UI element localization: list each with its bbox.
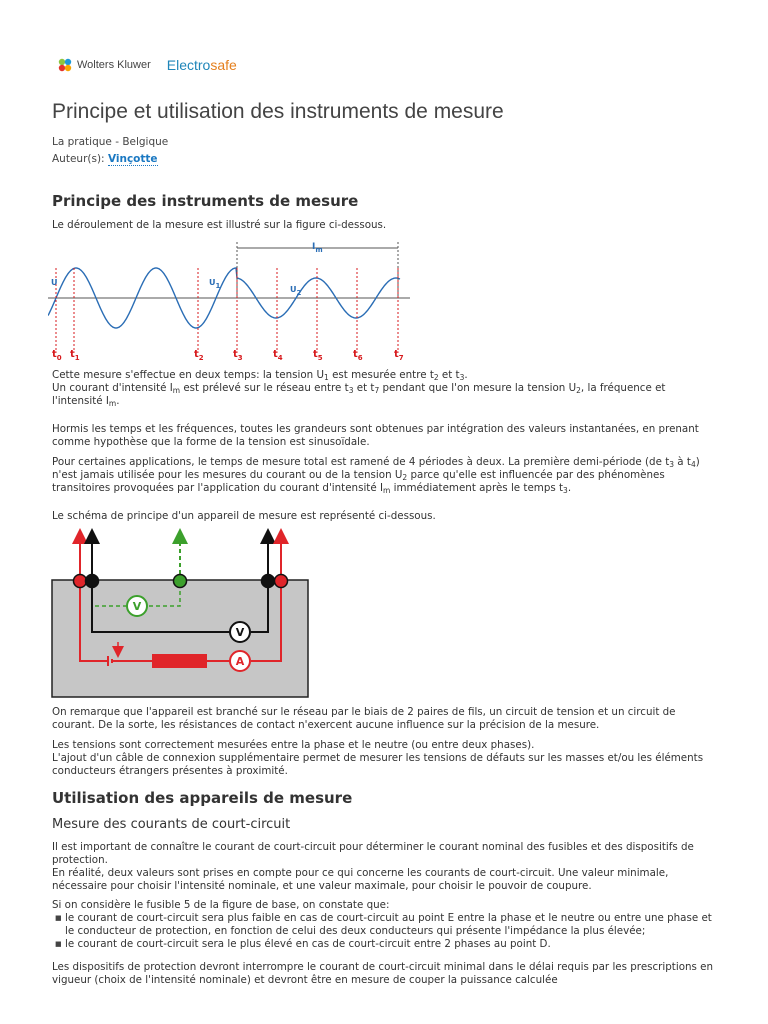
product-name-a: Electro [166,57,211,73]
paragraph-temps-mesure [52,456,717,495]
category-label: La pratique - Belgique [52,136,169,148]
subsection-heading-court-circuit: Mesure des courants de court-circuit [52,817,291,832]
text-seg: et t [438,369,460,381]
tick-label-0: $t_0$ [52,349,62,362]
product-name-b: safe [210,57,237,73]
subscript: 3 [348,386,354,395]
terminal-red-right [275,575,288,588]
subscript: 4 [690,460,696,469]
u-label: U [51,278,58,287]
wolters-kluwer-logo-icon [57,57,73,73]
subscript: m [108,399,117,408]
terminal-black-right [262,575,275,588]
paragraph-schema-intro: Le schéma de principe d'un appareil de mesure est représenté ci-dessous. [52,510,436,522]
text-seg: Les tensions sont correctement mesurées entre la phase et le neutre (ou entre deux phases). [52,739,535,751]
paragraph-branchement: On remarque que l'appareil est branché sur le réseau par le biais de 2 paires de fils, un circuit de tension et un circuit de courant. De la sorte, les résistances de contact n'exercent aucune influence sur la précision de la mesure. [52,706,676,731]
subscript: 3 [669,460,675,469]
intro-text: Le déroulement de la mesure est illustré sur la figure ci-dessous. [52,219,387,231]
tick-label-5: $t_5$ [313,349,323,362]
im-label: $I_m$ [312,242,323,254]
terminal-black-left [86,575,99,588]
text-seg: et t [353,382,375,394]
text-seg: Pour certaines applications, le temps de mesure total est ramené de 4 périodes à deux. La première demi-période (de t [52,456,670,468]
section-heading-utilisation: Utilisation des appareils de mesure [52,789,353,807]
list-item: ■ le courant de court-circuit sera le plus élevé en cas de court-circuit entre 2 phases au point D. [52,938,722,951]
text-seg: pendant que l'on mesure la tension U [379,382,577,394]
text-seg: Un courant d'intensité I [52,382,173,394]
resistor [152,654,207,668]
text-seg: ) n'est jamais utilisée pour les mesures du courant ou de la tension U [52,456,700,481]
site-header [57,55,237,75]
text-seg: est prélevé sur le réseau entre t [180,382,349,394]
u2-label: U2 [290,285,302,297]
ammeter-label: A [235,655,245,668]
waveform-figure [48,238,418,368]
paragraph-dispositifs: Les dispositifs de protection devront interrompre le courant de court-circuit minimal dans le délai requis par les prescriptions en vigueur (choix de l'intensité nominale) et devront être en mesure de couper la puissance calculée [52,961,714,986]
publisher-name: Wolters Kluwer [77,59,151,71]
subscript: 2 [402,473,408,482]
author-link[interactable]: Vinçotte [107,153,158,165]
tick-label-4: $t_4$ [273,349,283,362]
bullet-list [52,912,722,951]
voltmeter-green-label: V [132,600,142,613]
voltmeter-black-label: V [235,626,245,639]
device-box [52,580,308,697]
paragraph-mesure-deux-temps [52,369,717,408]
text-seg: Cette mesure s'effectue en deux temps: la tension U [52,369,325,381]
tick-label-7: $t_7$ [394,349,404,362]
paragraph-importance [52,841,717,893]
tick-label-2: $t_2$ [194,349,204,362]
device-schematic-figure [48,528,314,698]
author-label: Auteur(s): [52,153,105,165]
text-seg: L'ajout d'un câble de connexion supplémentaire permet de mesurer les tensions de défauts sur les masses et/ou les éléments conducteurs étrangers présentes à proximité. [52,752,704,777]
terminal-red-left [74,575,87,588]
text-seg: Il est important de connaître le courant de court-circuit pour déterminer le courant nominal des fusibles et des dispositifs de protection. [52,841,694,866]
terminal-green [174,575,187,588]
text-seg: . [464,369,468,381]
subscript: m [383,486,391,495]
subscript: 7 [374,386,380,395]
page-title: Principe et utilisation des instruments de mesure [52,100,504,123]
text-seg: à t [674,456,691,468]
tick-label-3: $t_3$ [233,349,243,362]
wolters-kluwer-logo[interactable] [57,57,151,73]
text-seg: . [567,482,572,494]
text-seg: , la fréquence et l'intensité I [52,382,666,407]
subscript: 3 [459,373,465,382]
paragraph-tensions [52,739,717,778]
u1-label: U1 [209,278,221,290]
text-seg: En réalité, deux valeurs sont prises en compte pour ce qui concerne les courants de court-circuit. Une valeur minimale, nécessaire pour choisir l'intensité nominale, et une valeur maximale, pour choisir le pouvoir de coupure. [52,867,669,892]
text-seg: parce qu'elle est influencée par des phénomènes transitoires provoquées par l'application du courant d'intensité I [52,469,665,494]
text-seg: . [116,395,120,407]
electrosafe-logo[interactable] [167,57,237,73]
text-seg: immédiatement après le temps t [390,482,564,494]
author-line [52,153,158,165]
list-item: ■ le courant de court-circuit sera plus faible en cas de court-circuit au point E entre la phase et le neutre ou entre une phase et le conducteur de protection, en fonction de celui des deux conducteurs qui présente l'impédance la plus élevée; [52,912,722,938]
subscript: 2 [576,386,581,395]
tick-label-6: $t_6$ [353,349,363,362]
paragraph-fusible: Si on considère le fusible 5 de la figure de base, on constate que: [52,899,390,911]
section-heading-principe: Principe des instruments de mesure [52,192,359,210]
subscript: 3 [563,486,568,495]
subscript: 2 [433,373,439,382]
text-seg: est mesurée entre t [328,369,434,381]
subscript: 1 [324,373,329,382]
paragraph-integration: Hormis les temps et les fréquences, toutes les grandeurs sont obtenues par intégration des valeurs instantanées, en prenant comme hypothèse que la forme de la tension est sinusoïdale. [52,423,699,448]
tick-label-1: $t_1$ [70,349,80,362]
subscript: m [172,386,181,395]
